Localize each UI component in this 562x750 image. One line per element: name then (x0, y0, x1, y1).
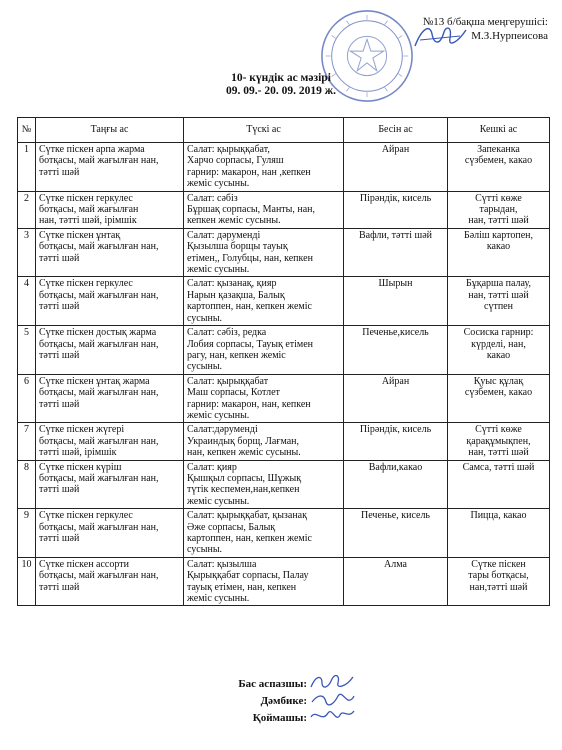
table-row (18, 326, 550, 375)
snack-cell (344, 460, 448, 509)
dinner-line: сүзбемен, какао (464, 155, 533, 167)
breakfast-line: ботқасы, май жағылған нан, (39, 435, 159, 447)
menu-date-range: 09. 09.- 20. 09. 2019 ж. (226, 85, 336, 97)
header-breakfast: Таңғы ас (36, 118, 184, 143)
day-number: 9 (18, 509, 36, 558)
breakfast-cell (36, 326, 184, 375)
lunch-line: Салат: қырыққабат (187, 375, 269, 387)
day-number: 1 (18, 143, 36, 192)
snack-cell (344, 326, 448, 375)
lunch-cell (184, 228, 344, 277)
day-number: 7 (18, 423, 36, 460)
dinner-cell (448, 509, 550, 558)
breakfast-line: нан, тәтті шәй, ірімшік (39, 215, 137, 227)
breakfast-line: ботқасы, май жағылған нан, (39, 289, 159, 301)
dinner-line: сүтпен (484, 301, 513, 313)
breakfast-line: Сүтке піскен достық жарма (39, 327, 157, 339)
cook-signature-row (0, 676, 562, 693)
lunch-line: тауық етімен, нан, кепкен (187, 581, 297, 593)
table-row (18, 228, 550, 277)
table-row (18, 460, 550, 509)
lunch-cell (184, 557, 344, 606)
table-row (18, 374, 550, 423)
lunch-line: Қырыққабат сорпасы, Палау (187, 570, 309, 582)
lunch-cell (184, 143, 344, 192)
breakfast-line: ботқасы, май жағылған нан, (39, 387, 159, 399)
menu-title: 10- күндік ас мәзірі (231, 72, 331, 84)
document-title (0, 72, 562, 98)
dinner-line: қарақұмықпен, (466, 435, 531, 447)
snack-line: Пірәндік, кисель (359, 424, 432, 436)
lunch-line: жеміс сусыны. (187, 495, 250, 507)
breakfast-cell (36, 277, 184, 326)
breakfast-cell (36, 423, 184, 460)
breakfast-line: тәтті шәй, ірімшік (39, 447, 117, 459)
lunch-line: Харчо сорпасы, Гуляш (187, 155, 284, 167)
table-row (18, 191, 550, 228)
approval-name: М.З.Нурпеисова (471, 30, 548, 42)
lunch-line: нан, кепкен жеміс сусыны. (187, 447, 301, 459)
snack-cell (344, 228, 448, 277)
dinner-cell (448, 374, 550, 423)
lunch-cell (184, 460, 344, 509)
lunch-line: Нарын қазақша, Балық (187, 289, 285, 301)
breakfast-line: Сүтке піскен геркулес (39, 278, 133, 290)
breakfast-line: тәтті шәй (39, 581, 80, 593)
lunch-line: сусыны. (187, 361, 223, 373)
lunch-line: жеміс сусыны. (187, 264, 250, 276)
dinner-cell (448, 143, 550, 192)
lunch-line: Салат: қырыққабат, қызанақ (187, 510, 307, 522)
snack-line: Печенье,кисель (362, 327, 429, 339)
day-number: 6 (18, 374, 36, 423)
breakfast-line: Сүтке піскен ассорти (39, 558, 129, 570)
day-number: 10 (18, 557, 36, 606)
dinner-line: Сосиска гарнир: (463, 327, 534, 339)
dinner-line: Қуыс құлақ (473, 375, 524, 387)
breakfast-line: ботқасы, май жағылған нан, (39, 570, 159, 582)
lunch-cell (184, 423, 344, 460)
breakfast-line: ботқасы, май жағылған (39, 204, 139, 216)
day-number: 4 (18, 277, 36, 326)
breakfast-line: тәтті шәй (39, 484, 80, 496)
lunch-line: Салат:дәрумендi (187, 424, 258, 436)
breakfast-line: Сүтке піскен ұнтақ (39, 229, 121, 241)
dinner-line: нан, тәтті шәй (468, 215, 529, 227)
lunch-line: Салат: дәрумендi (187, 229, 261, 241)
snack-cell (344, 191, 448, 228)
breakfast-line: Сүтке піскен геркулес (39, 510, 133, 522)
dinner-line: тарыдан, (479, 204, 518, 216)
breakfast-line: ботқасы, май жағылған нан, (39, 338, 159, 350)
lunch-line: Салат: сәбіз, редка (187, 327, 267, 339)
snack-cell (344, 374, 448, 423)
breakfast-line: тәтті шәй (39, 398, 80, 410)
dinner-line: нан, тәтті шәй (468, 289, 529, 301)
dinner-line: Запеканка (477, 144, 520, 155)
lunch-line: кепкен жеміс сусыны. (187, 215, 281, 227)
table-header-row (18, 118, 550, 143)
snack-cell (344, 509, 448, 558)
dinner-line: Самса, тәтті шәй (462, 461, 535, 473)
lunch-line: рагу, нан, кепкен жеміс (187, 349, 286, 361)
dinner-line: нан, тәтті шәй (468, 447, 529, 459)
dinner-line: нан,тәтті шәй (469, 581, 528, 593)
signatures-block (0, 676, 562, 727)
lunch-line: Лобия сорпасы, Тауық етімен (187, 338, 314, 350)
dinner-line: Бәліш картопен, (463, 229, 534, 241)
breakfast-cell (36, 143, 184, 192)
dinner-cell (448, 557, 550, 606)
lunch-line: Салат: қызанақ, қияр (187, 278, 277, 290)
dinner-line: Пицца, какао (470, 510, 527, 522)
lunch-line: гарнир: макарон, нан ,кепкен (187, 166, 311, 178)
snack-cell (344, 143, 448, 192)
lunch-line: Қызылша борщы тауық (187, 241, 288, 253)
day-number: 8 (18, 460, 36, 509)
lunch-cell (184, 326, 344, 375)
breakfast-line: ботқасы, май жағылған нан, (39, 241, 159, 253)
lunch-line: жеміс сусыны. (187, 178, 250, 190)
dinner-line: какао (486, 349, 511, 361)
dinner-cell (448, 228, 550, 277)
dinner-line: Сүтті көже (475, 192, 522, 204)
breakfast-cell (36, 509, 184, 558)
lunch-line: Салат: сәбіз (187, 192, 238, 204)
lunch-line: жеміс сусыны. (187, 409, 250, 421)
cook-label: Бас аспазшы: (238, 678, 307, 690)
dinner-line: Сүтті көже (475, 424, 522, 436)
snack-line: Айран (381, 144, 410, 155)
breakfast-line: тәтті шәй (39, 533, 80, 544)
lunch-cell (184, 509, 344, 558)
dinner-line: сүзбемен, какао (464, 387, 533, 399)
lunch-line: Қышқыл сорпасы, Шұжық (187, 472, 302, 484)
breakfast-line: Сүтке піскен геркулес (39, 192, 133, 204)
snack-line: Алма (384, 558, 407, 570)
lunch-line: картоппен, нан, кепкен жеміс (187, 301, 312, 313)
lunch-cell (184, 191, 344, 228)
dinner-cell (448, 191, 550, 228)
snack-line: Печенье, кисель (361, 510, 430, 522)
breakfast-cell (36, 557, 184, 606)
snack-line: Айран (381, 375, 410, 387)
day-number: 2 (18, 191, 36, 228)
breakfast-line: Сүтке піскен ұнтақ жарма (39, 375, 150, 387)
snack-line: Шырын (378, 278, 413, 290)
storekeeper-signature (308, 705, 356, 727)
header-snack: Бесін ас (344, 118, 448, 143)
dinner-cell (448, 423, 550, 460)
dietitian-signature-row (0, 693, 562, 710)
lunch-line: Украиндық борщ, Лағман, (187, 435, 300, 447)
approval-block (388, 15, 548, 43)
breakfast-line: тәтті шәй (39, 252, 80, 264)
dinner-line: тары ботқасы, (468, 570, 529, 582)
snack-line: Вафли, тәтті шәй (359, 229, 432, 241)
lunch-line: сусыны. (187, 312, 223, 324)
lunch-line: Салат: қияр (187, 461, 237, 473)
breakfast-cell (36, 191, 184, 228)
lunch-line: Салат: қызылша (187, 558, 257, 570)
breakfast-line: ботқасы, май жағылған нан, (39, 155, 159, 167)
snack-cell (344, 423, 448, 460)
table-row (18, 143, 550, 192)
lunch-cell (184, 277, 344, 326)
breakfast-line: тәтті шәй (39, 301, 80, 313)
lunch-line: түтік кеспемен,нан,кепкен (187, 484, 300, 496)
snack-line: Вафли,какао (368, 461, 423, 473)
snack-cell (344, 557, 448, 606)
lunch-line: етімен,, Голубцы, нан, кепкен (187, 252, 313, 264)
storekeeper-label: Қоймашы: (252, 712, 307, 724)
breakfast-line: ботқасы, май жағылған нан, (39, 521, 159, 533)
storekeeper-signature-row (0, 710, 562, 727)
day-number: 5 (18, 326, 36, 375)
breakfast-line: тәтті шәй (39, 349, 80, 361)
table-row (18, 557, 550, 606)
lunch-line: Салат: қырыққабат, (187, 144, 270, 155)
lunch-line: Маш сорпасы, Котлет (187, 387, 280, 399)
dinner-line: Сүтке піскен (471, 558, 526, 570)
breakfast-cell (36, 460, 184, 509)
breakfast-cell (36, 374, 184, 423)
breakfast-cell (36, 228, 184, 277)
lunch-line: жеміс сусыны. (187, 593, 250, 605)
table-row (18, 423, 550, 460)
dinner-line: какао (486, 241, 511, 253)
day-number: 3 (18, 228, 36, 277)
header-dinner: Кешкі ас (448, 118, 550, 143)
dietitian-label: Дәмбике: (260, 695, 307, 707)
breakfast-line: Сүтке піскен жүгері (39, 424, 125, 436)
snack-cell (344, 277, 448, 326)
table-row (18, 509, 550, 558)
lunch-line: сусыны. (187, 544, 223, 556)
breakfast-line: Сүтке піскен күріш (39, 461, 122, 473)
lunch-cell (184, 374, 344, 423)
dinner-cell (448, 460, 550, 509)
dinner-line: күрделі, нан, (471, 338, 526, 350)
breakfast-line: Сүтке піскен арпа жарма (39, 144, 145, 155)
table-row (18, 277, 550, 326)
dinner-cell (448, 326, 550, 375)
lunch-line: гарнир: макарон, нан, кепкен (187, 398, 311, 410)
menu-table (17, 117, 550, 606)
lunch-line: Әже сорпасы, Балық (187, 521, 276, 533)
header-lunch: Түскі ас (184, 118, 344, 143)
approval-position: №13 б/бақша меңгерушісі: (422, 16, 548, 28)
header-number: № (18, 118, 36, 143)
snack-line: Пірәндік, кисель (359, 192, 432, 204)
table-body (18, 143, 550, 606)
lunch-line: картоппен, нан, кепкен жеміс (187, 533, 312, 544)
dinner-cell (448, 277, 550, 326)
breakfast-line: ботқасы, май жағылған нан, (39, 472, 159, 484)
breakfast-line: тәтті шәй (39, 166, 80, 178)
lunch-line: Бұршақ сорпасы, Манты, нан, (187, 204, 316, 216)
dinner-line: Бұқарша палау, (466, 278, 531, 290)
